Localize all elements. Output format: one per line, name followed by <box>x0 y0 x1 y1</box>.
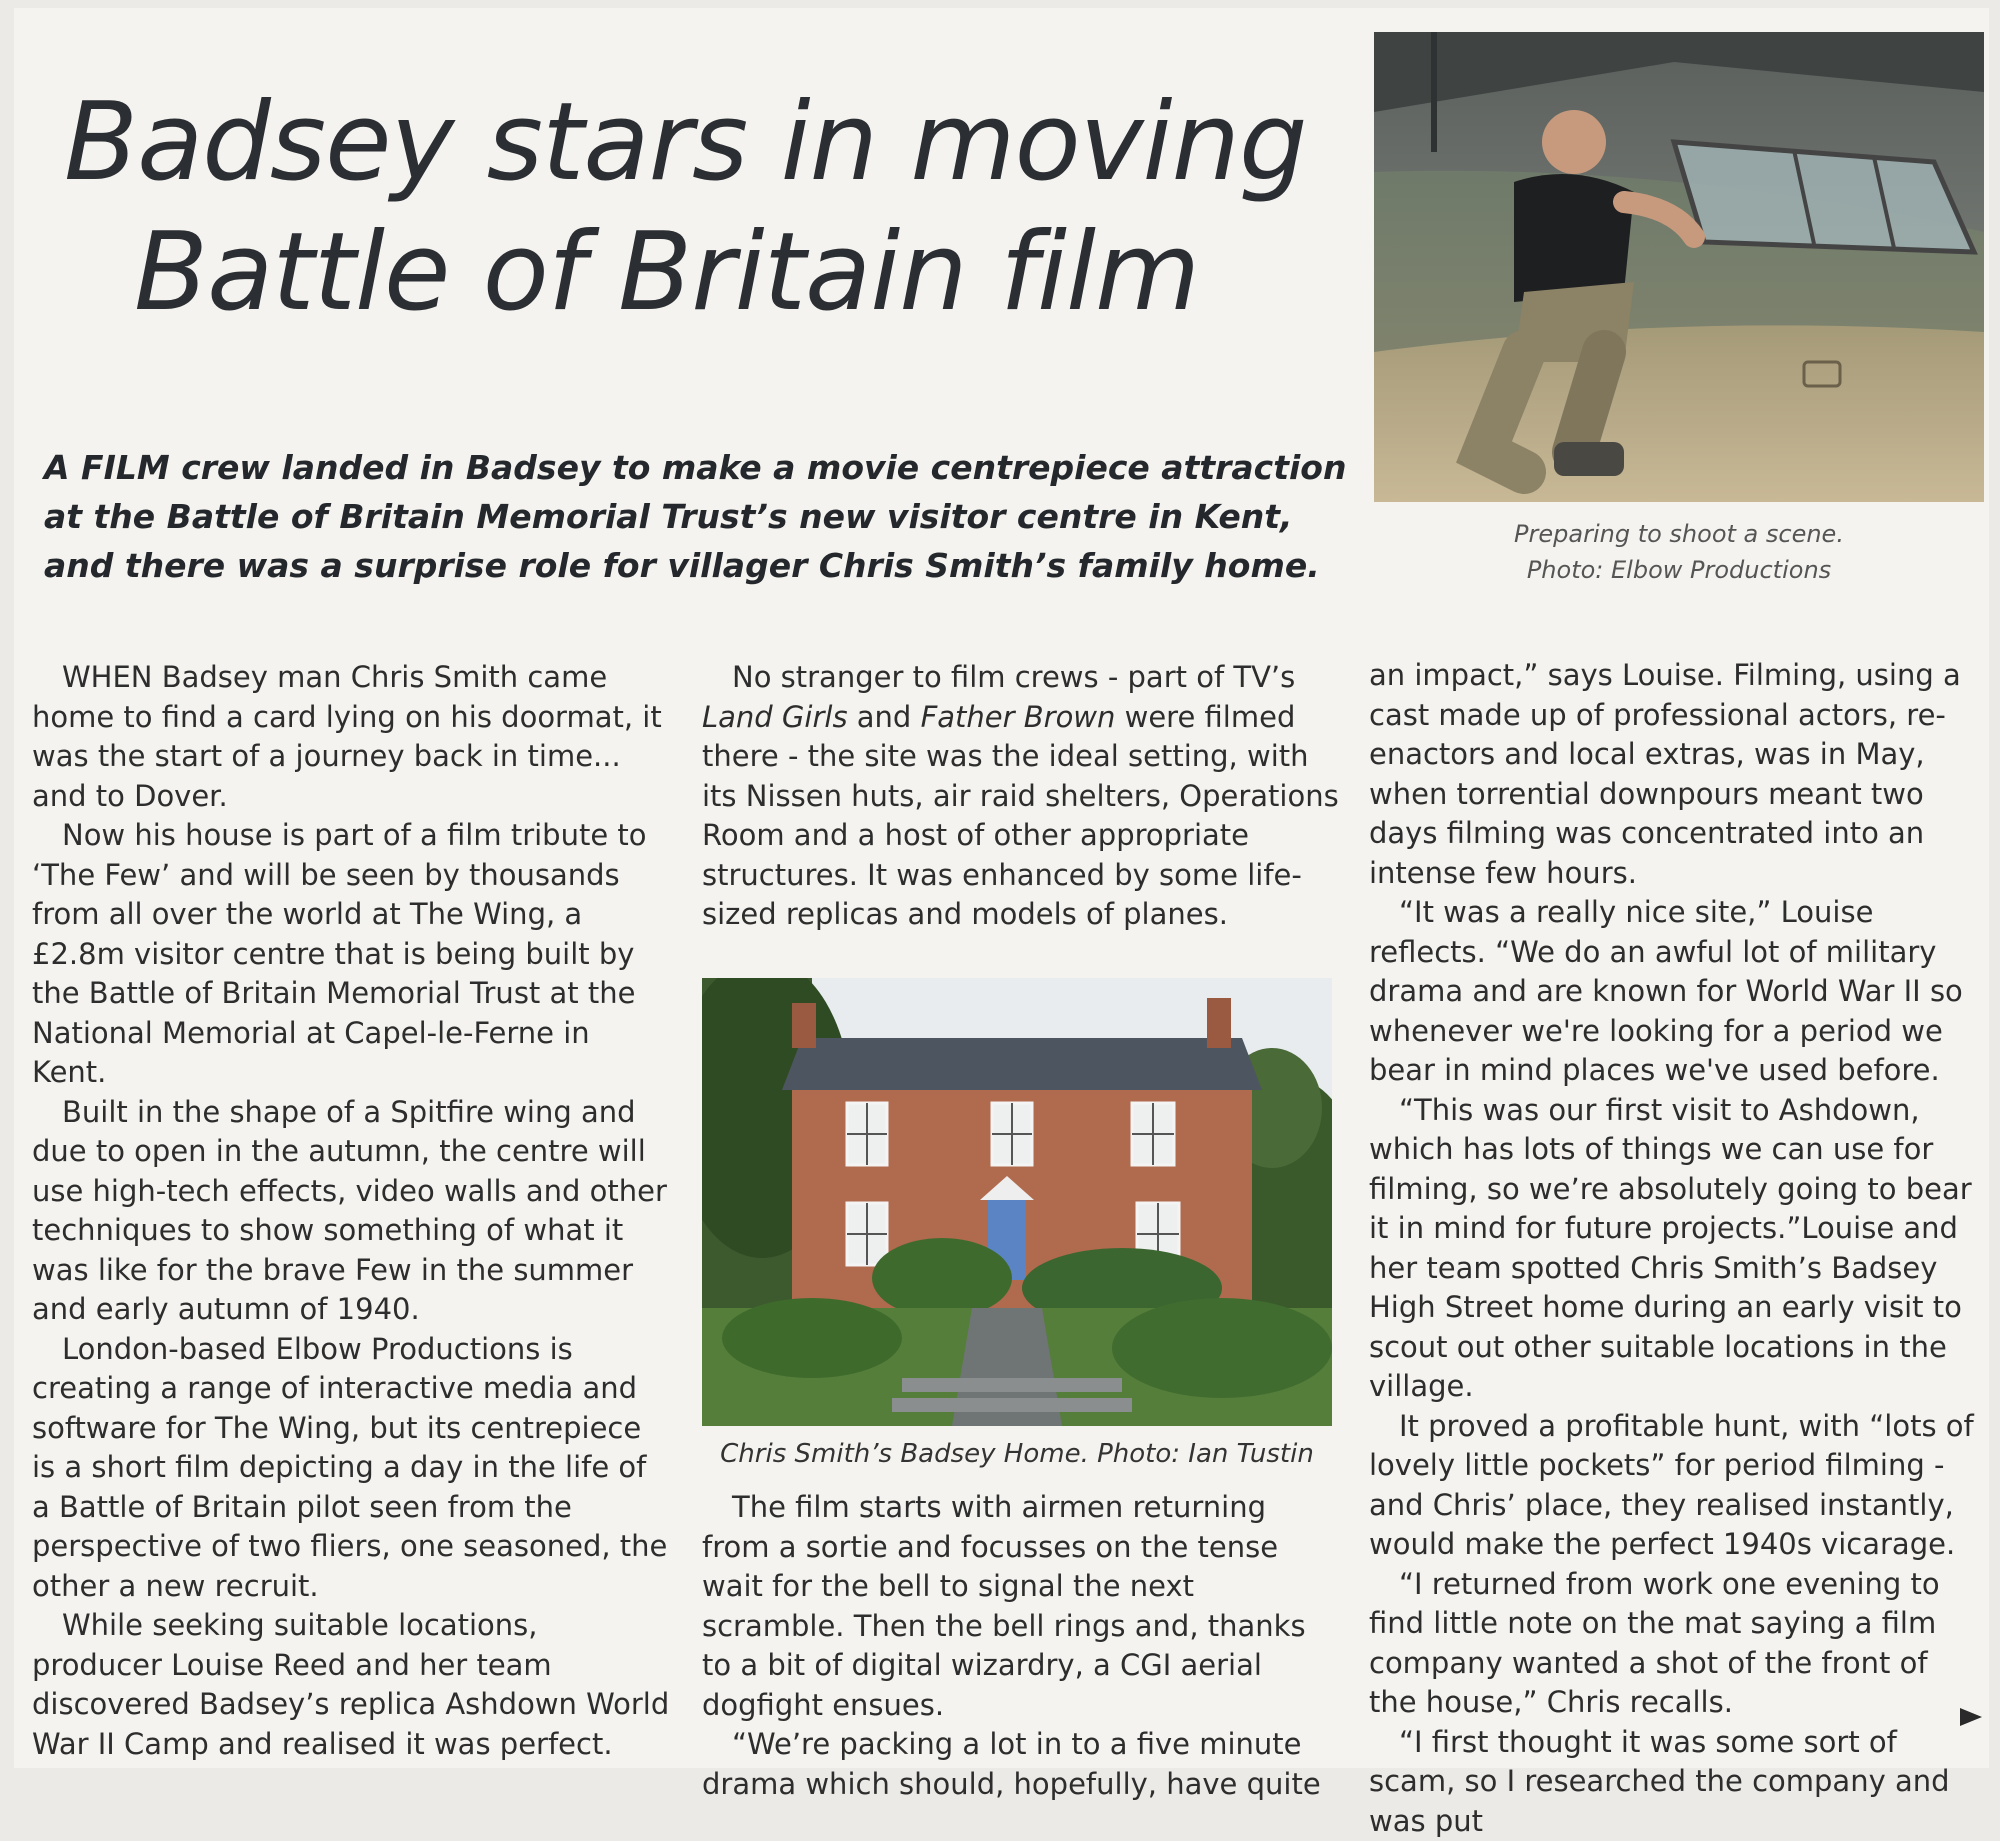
article-column-2-top <box>702 658 1342 935</box>
spitfire-photo <box>1374 32 1984 502</box>
col2-p1-italic-father-brown: Father Brown <box>921 700 1116 734</box>
article-standfirst <box>44 443 1364 590</box>
col1-paragraph-1: WHEN Badsey man Chris Smith came home to find a card lying on his doormat, it was the start of a journey back in time... and to Dover. <box>32 658 672 816</box>
col2-p1-text-b: and <box>848 700 921 734</box>
col1-paragraph-2: Now his house is part of a film tribute to ‘The Few’ and will be seen by thousands from all over the world at The Wing, a £2.8m visitor centre that is being built by the Battle of Britain Memorial Trust at the National Memorial at Capel-le-Ferne in Kent. <box>32 816 672 1093</box>
article-headline <box>64 78 1354 338</box>
standfirst-line-1: A FILM crew landed in Badsey to make a movie centrepiece attraction <box>44 448 1346 487</box>
article-column-1 <box>32 658 672 1764</box>
col2-paragraph-2: The film starts with airmen returning from a sortie and focusses on the tense wait for the bell to signal the next scramble. Then the bell rings and, thanks to a bit of digital wizardry, a CGI aerial dogfight ensues. <box>702 1488 1342 1725</box>
col1-paragraph-5: While seeking suitable locations, producer Louise Reed and her team discovered Badsey’s replica Ashdown World War II Camp and realised it was perfect. <box>32 1606 672 1764</box>
article-column-3 <box>1369 656 1979 1841</box>
col3-paragraph-2: “It was a really nice site,” Louise reflects. “We do an awful lot of military drama and are known for World War II so whenever we're looking for a period we bear in mind places we've used before. <box>1369 893 1979 1091</box>
col2-p1-text-c: were filmed there - the site was the ideal setting, with its Nissen huts, air raid shelters, Operations Room and a host of other appropriate structures. It was enhanced by some life-sized replicas and models of planes. <box>702 700 1339 932</box>
standfirst-line-3: and there was a surprise role for villager Chris Smith’s family home. <box>44 546 1320 585</box>
spitfire-caption-line-2: Photo: Elbow Productions <box>1527 556 1831 584</box>
col2-p1-text-a: No stranger to film crews - part of TV’s <box>732 660 1295 694</box>
col3-paragraph-5: “I returned from work one evening to find little note on the mat saying a film company wanted a shot of the front of the house,” Chris recalls. <box>1369 1565 1979 1723</box>
headline-line-2: Battle of Britain film <box>64 208 1354 338</box>
spitfire-photo-illustration <box>1374 32 1984 502</box>
spitfire-photo-caption <box>1374 516 1984 588</box>
magazine-page <box>14 8 1989 1768</box>
col3-paragraph-6: “I first thought it was some sort of scam, so I researched the company and was put <box>1369 1723 1979 1841</box>
col3-paragraph-3: “This was our first visit to Ashdown, which has lots of things we can use for filming, so we’re absolutely going to bear it in mind for future projects.”Louise and her team spotted Chris Smith’s Badsey High Street home during an early visit to scout out other suitable locations in the village. <box>1369 1091 1979 1407</box>
headline-line-1: Badsey stars in moving <box>64 78 1354 208</box>
col1-paragraph-4: London-based Elbow Productions is creating a range of interactive media and software for The Wing, but its centrepiece is a short film depicting a day in the life of a Battle of Britain pilot seen from the perspective of two fliers, one seasoned, the other a new recruit. <box>32 1330 672 1607</box>
continue-arrow-icon <box>1960 1708 1982 1726</box>
standfirst-line-2: at the Battle of Britain Memorial Trust’s new visitor centre in Kent, <box>44 497 1293 536</box>
col3-paragraph-4: It proved a profitable hunt, with “lots of lovely little pockets” for period filming - and Chris’ place, they realised instantly, would make the perfect 1940s vicarage. <box>1369 1407 1979 1565</box>
col2-paragraph-1 <box>702 658 1342 935</box>
house-photo-illustration <box>702 978 1332 1426</box>
col2-paragraph-3: “We’re packing a lot in to a five minute drama which should, hopefully, have quite <box>702 1725 1342 1804</box>
col1-paragraph-3: Built in the shape of a Spitfire wing and due to open in the autumn, the centre will use high-tech effects, video walls and other techniques to show something of what it was like for the brave Few in the summer and early autumn of 1940. <box>32 1093 672 1330</box>
house-photo <box>702 978 1332 1426</box>
house-photo-caption: Chris Smith’s Badsey Home. Photo: Ian Tustin <box>702 1436 1332 1472</box>
col3-paragraph-1: an impact,” says Louise. Filming, using a cast made up of professional actors, re-enactors and local extras, was in May, when torrential downpours meant two days filming was concentrated into an intense few hours. <box>1369 656 1979 893</box>
article-column-2-bottom <box>702 1488 1342 1804</box>
spitfire-caption-line-1: Preparing to shoot a scene. <box>1514 520 1844 548</box>
col2-p1-italic-land-girls: Land Girls <box>702 700 848 734</box>
